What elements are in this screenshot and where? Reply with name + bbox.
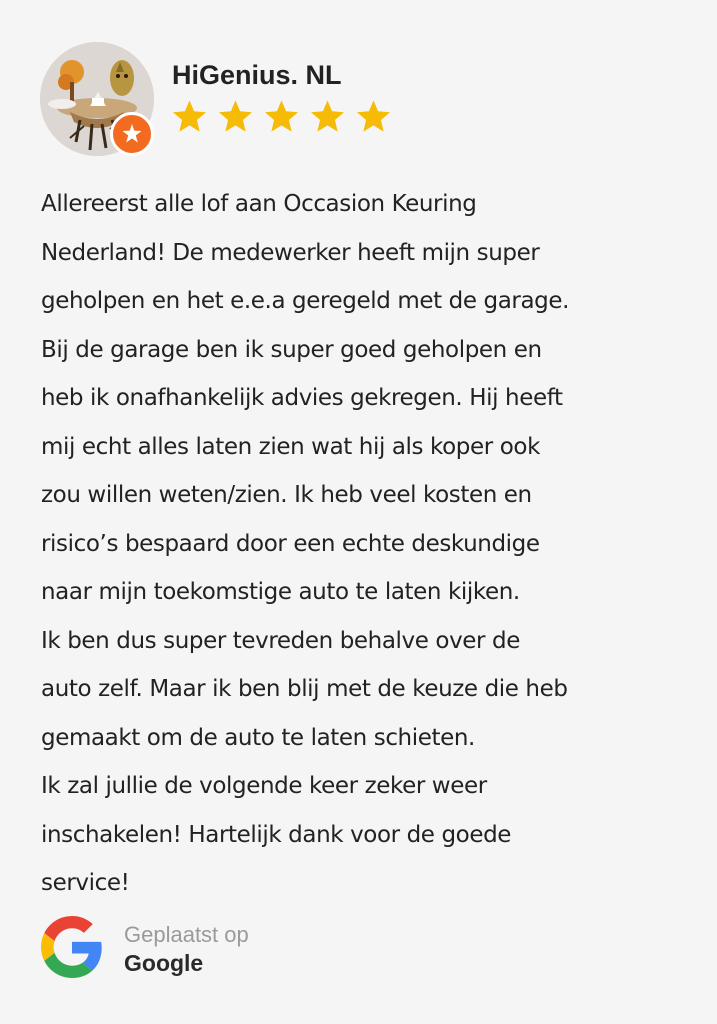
review-line: heb ik onafhankelijk advies gekregen. Hij heeft [41,385,563,411]
review-source[interactable]: Google [124,950,204,976]
review-line: Ik zal jullie de volgende keer zeker weer [41,773,487,799]
review-line: mij echt alles laten zien wat hij als koper ook [41,433,540,460]
review-text [41,180,691,908]
local-guide-star-icon [120,122,144,146]
posted-on-label: Geplaatst op [124,922,249,947]
review-line: Nederland! De medewerker heeft mijn super [41,239,540,266]
review-line: risico’s bespaard door een echte deskundige [41,530,540,557]
review-line: geholpen en het e.e.a geregeld met de garage. [41,288,570,314]
star-icon [216,98,255,136]
review-line: naar mijn toekomstige auto te laten kijken. [41,579,520,605]
review-line: Ik ben dus super tevreden behalve over de [41,627,520,654]
star-icon [170,98,209,136]
review-line: Allereerst alle lof aan Occasion Keuring [41,191,477,217]
local-guide-badge [110,112,154,156]
google-g-logo-icon [41,916,103,978]
star-icon [262,98,301,136]
review-line: gemaakt om de auto te laten schieten. [41,724,475,751]
review-line: auto zelf. Maar ik ben blij met de keuze die heb [41,676,568,702]
star-icon [308,98,347,136]
review-line: Bij de garage ben ik super goed geholpen en [41,336,542,363]
star-rating [170,98,393,136]
review-line: inschakelen! Hartelijk dank voor de goede [41,821,512,848]
reviewer-name[interactable]: HiGenius. NL [172,60,342,90]
review-line: service! [41,870,130,896]
star-icon [354,98,393,136]
review-line: zou willen weten/zien. Ik heb veel kosten en [41,482,532,508]
